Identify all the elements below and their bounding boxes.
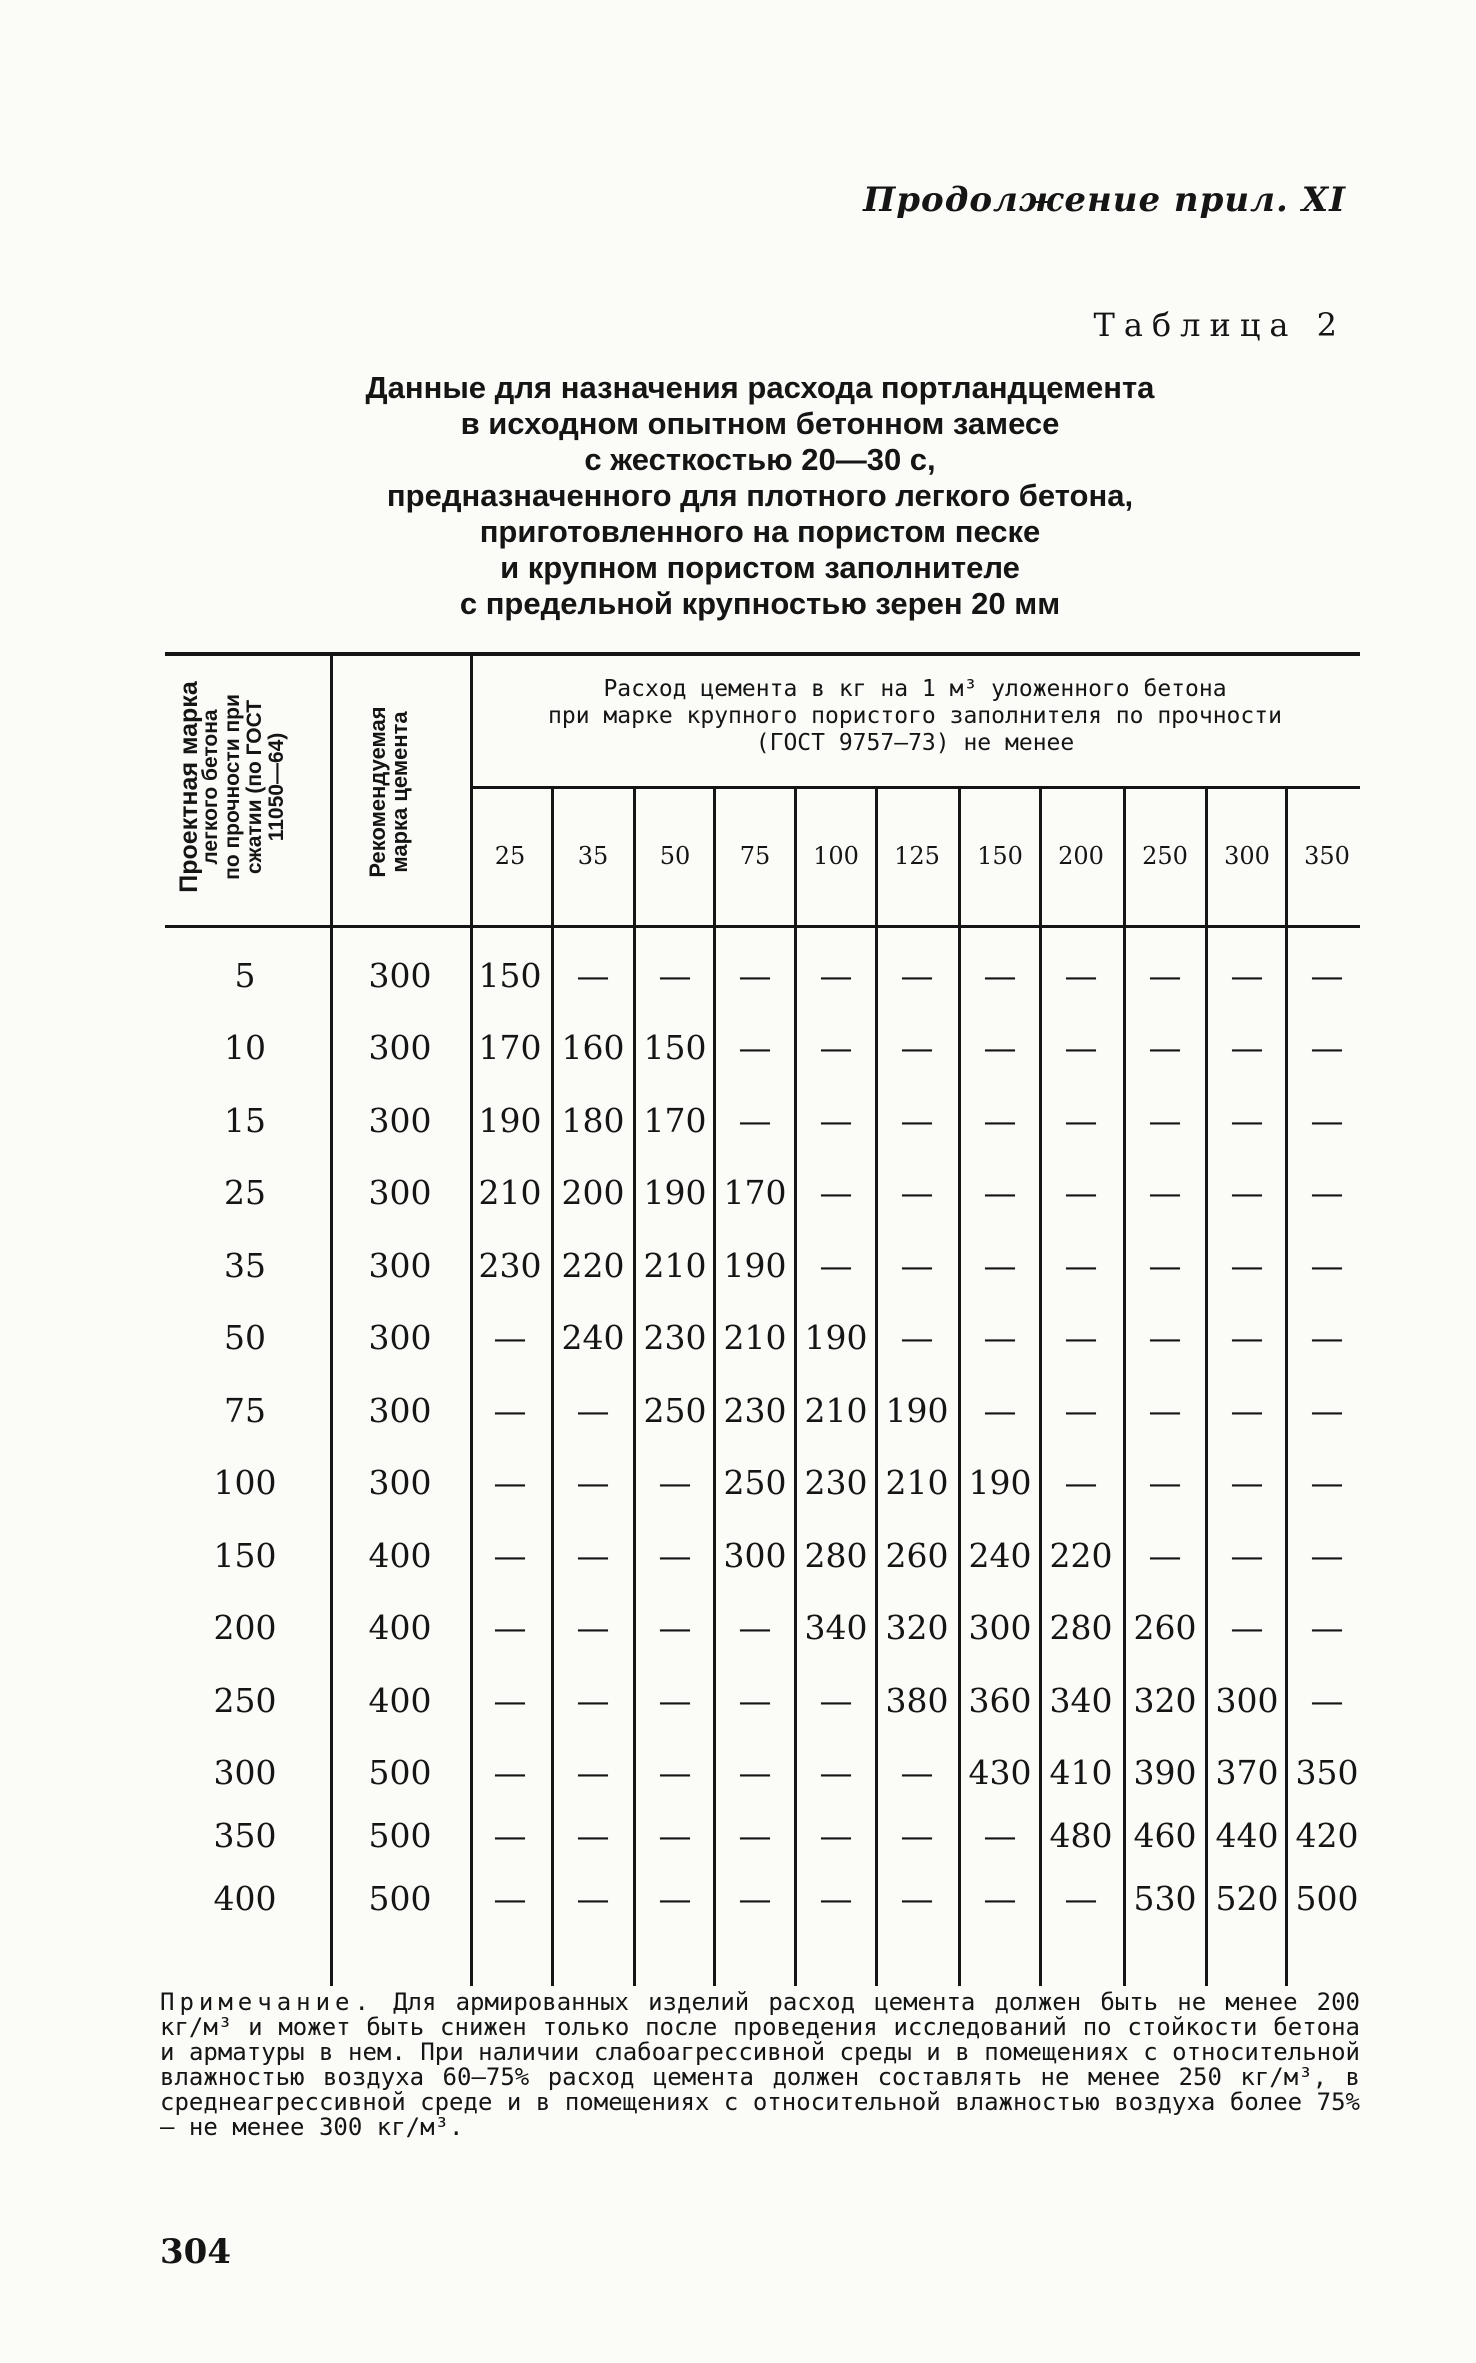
table-cell-empty: —	[493, 1816, 527, 1855]
table-cell-empty: —	[900, 956, 934, 995]
table-cell-empty: —	[983, 1101, 1017, 1140]
table-cell: 340	[1049, 1681, 1113, 1720]
row-cement-grade: 400	[368, 1681, 432, 1720]
table-cell-empty: —	[983, 1391, 1017, 1430]
table-cell: 260	[885, 1536, 949, 1575]
table-cell-empty: —	[738, 1879, 772, 1918]
caption-line: приготовленного на пористом песке	[479, 514, 1041, 549]
table-cell-empty: —	[658, 1753, 692, 1792]
table-cell-empty: —	[1310, 1246, 1344, 1285]
row-cement-grade: 500	[368, 1879, 432, 1918]
table-cell-empty: —	[819, 1028, 853, 1067]
row-cement-grade: 400	[368, 1608, 432, 1647]
table-cell: 250	[723, 1463, 787, 1502]
caption-line: в исходном опытном бетонном замесе	[460, 406, 1060, 441]
row-cement-grade: 400	[368, 1536, 432, 1575]
row-cement-grade: 300	[368, 956, 432, 995]
table-cell: 250	[643, 1391, 707, 1430]
table-cell: 190	[478, 1101, 542, 1140]
aggregate-grade-header: 350	[1304, 842, 1350, 870]
table-cell: 190	[643, 1173, 707, 1212]
row-concrete-grade: 250	[213, 1681, 277, 1720]
row-concrete-grade: 400	[213, 1879, 277, 1918]
table-cell-empty: —	[1310, 956, 1344, 995]
header-span-line: при марке крупного пористого заполнителя по прочности	[548, 703, 1282, 729]
header-span-line: Расход цемента в кг на 1 м³ уложенного бетона	[603, 676, 1227, 702]
caption-line: Данные для назначения расхода портландцемента	[365, 370, 1155, 405]
header-cement-grade-line: марка цемента	[387, 711, 412, 873]
table-cell-empty: —	[900, 1816, 934, 1855]
table-cell-empty: —	[1310, 1101, 1344, 1140]
table-cell-empty: —	[1230, 1028, 1264, 1067]
table-cell-empty: —	[1064, 1173, 1098, 1212]
table-cell-empty: —	[1310, 1463, 1344, 1502]
table-cell-empty: —	[983, 956, 1017, 995]
table-cell-empty: —	[1148, 1173, 1182, 1212]
table-caption	[270, 370, 1250, 622]
table-cell: 300	[968, 1608, 1032, 1647]
table-cell-empty: —	[819, 1816, 853, 1855]
row-concrete-grade: 150	[213, 1536, 277, 1575]
row-concrete-grade: 50	[224, 1318, 266, 1357]
table-cell-empty: —	[1148, 1318, 1182, 1357]
table-cell: 390	[1133, 1753, 1197, 1792]
table-cell: 240	[561, 1318, 625, 1357]
table-cell-empty: —	[819, 1101, 853, 1140]
table-cell-empty: —	[493, 1463, 527, 1502]
table-cell-empty: —	[493, 1753, 527, 1792]
aggregate-grade-header: 250	[1142, 842, 1188, 870]
table-note	[160, 1990, 1360, 2140]
caption-line: и крупном пористом заполнителе	[500, 550, 1020, 585]
table-cell-empty: —	[738, 1101, 772, 1140]
table-cell: 280	[804, 1536, 868, 1575]
table-cell: 260	[1133, 1608, 1197, 1647]
table-cell-empty: —	[1230, 1608, 1264, 1647]
table-cell: 300	[1215, 1681, 1279, 1720]
table-cell-empty: —	[493, 1318, 527, 1357]
table-cell: 340	[804, 1608, 868, 1647]
table-cell-empty: —	[493, 1681, 527, 1720]
table-cell: 240	[968, 1536, 1032, 1575]
table-cell-empty: —	[576, 1879, 610, 1918]
table-top-rule	[165, 652, 1360, 656]
table-cell-empty: —	[658, 1608, 692, 1647]
header-cement-grade-line: Рекомендуемая	[365, 706, 390, 878]
header-project-grade-line: Проектная марка	[175, 681, 203, 893]
table-cell-empty: —	[983, 1246, 1017, 1285]
table-cell: 170	[643, 1101, 707, 1140]
table-cell-empty: —	[1064, 956, 1098, 995]
table-cell-empty: —	[1310, 1318, 1344, 1357]
row-concrete-grade: 25	[224, 1173, 266, 1212]
table-cell: 280	[1049, 1608, 1113, 1647]
header-span-line: (ГОСТ 9757—73) не менее	[755, 730, 1075, 756]
header-project-grade-line: сжатии (по ГОСТ	[243, 699, 266, 875]
table-cell-empty: —	[1148, 956, 1182, 995]
table-cell-empty: —	[658, 1681, 692, 1720]
table-cell: 500	[1295, 1879, 1359, 1918]
note-text: Для армированных изделий расход цемента должен быть не менее 200 кг/м³ и может быть снижен только после проведения исследований по стойкости бетона и арматуры в нем. При наличии слабоагрессивной среды и в помещениях с относительной влажностью воздуха 60—75% расход цемента должен составлять не менее 250 кг/м³, в среднеагрессивной среде и в помещениях с относительной влажностью воздуха более 75% — не менее 300 кг/м³.	[160, 1988, 1361, 2141]
header-cement-grade	[367, 662, 417, 922]
table-cell-empty: —	[1310, 1028, 1344, 1067]
table-cell-empty: —	[1310, 1608, 1344, 1647]
running-head: Продолжение прил. XI	[863, 180, 1346, 220]
aggregate-grade-header: 25	[494, 842, 526, 870]
table-cell-empty: —	[983, 1816, 1017, 1855]
note-label: Примечание.	[160, 1988, 374, 2016]
table-cell: 430	[968, 1753, 1032, 1792]
row-cement-grade: 300	[368, 1246, 432, 1285]
table-cell: 190	[885, 1391, 949, 1430]
table-cell-empty: —	[1310, 1391, 1344, 1430]
row-cement-grade: 300	[368, 1173, 432, 1212]
table-cell-empty: —	[900, 1879, 934, 1918]
table-cell-empty: —	[738, 956, 772, 995]
table-cell-empty: —	[1148, 1101, 1182, 1140]
table-cell: 440	[1215, 1816, 1279, 1855]
table-cell-empty: —	[900, 1753, 934, 1792]
table-cell: 230	[478, 1246, 542, 1285]
row-concrete-grade: 5	[234, 956, 256, 995]
table-cell-empty: —	[658, 1536, 692, 1575]
table-cell-empty: —	[819, 1681, 853, 1720]
table-cell-empty: —	[1230, 1173, 1264, 1212]
row-cement-grade: 300	[368, 1391, 432, 1430]
aggregate-grade-header: 35	[577, 842, 609, 870]
table-cell: 210	[643, 1246, 707, 1285]
table-cell-empty: —	[1064, 1463, 1098, 1502]
table-cell-empty: —	[738, 1681, 772, 1720]
table-cell-empty: —	[493, 1391, 527, 1430]
header-project-grade-line: легкого бетона	[199, 709, 222, 865]
table-cell: 350	[1295, 1753, 1359, 1792]
table-cell-empty: —	[658, 1463, 692, 1502]
table-cell-empty: —	[819, 1879, 853, 1918]
header-bottom-rule	[165, 925, 1360, 928]
table-cell-empty: —	[983, 1879, 1017, 1918]
table-cell-empty: —	[1310, 1536, 1344, 1575]
table-cell: 460	[1133, 1816, 1197, 1855]
table-cell: 150	[478, 956, 542, 995]
table-cell: 190	[804, 1318, 868, 1357]
table-cell-empty: —	[1230, 1101, 1264, 1140]
table-cell: 370	[1215, 1753, 1279, 1792]
table-cell-empty: —	[1230, 1391, 1264, 1430]
table-cell: 210	[804, 1391, 868, 1430]
table-label: Таблица 2	[1093, 306, 1346, 344]
aggregate-grade-header: 75	[739, 842, 771, 870]
table-cell: 220	[1049, 1536, 1113, 1575]
table-cell-empty: —	[983, 1318, 1017, 1357]
table-cell-empty: —	[1148, 1246, 1182, 1285]
row-concrete-grade: 75	[224, 1391, 266, 1430]
table-cell-empty: —	[1148, 1536, 1182, 1575]
table-cell: 230	[723, 1391, 787, 1430]
row-concrete-grade: 35	[224, 1246, 266, 1285]
table-cell-empty: —	[1064, 1391, 1098, 1430]
table-cell: 220	[561, 1246, 625, 1285]
table-cell-empty: —	[819, 1753, 853, 1792]
table-cell-empty: —	[1148, 1391, 1182, 1430]
table-cell: 380	[885, 1681, 949, 1720]
header-project-grade	[175, 657, 298, 917]
table-cell: 190	[723, 1246, 787, 1285]
aggregate-grade-header: 100	[813, 842, 859, 870]
table-cell: 520	[1215, 1879, 1279, 1918]
table-cell: 320	[885, 1608, 949, 1647]
table-cell-empty: —	[1230, 1246, 1264, 1285]
table-cell-empty: —	[1230, 1536, 1264, 1575]
table-cell: 530	[1133, 1879, 1197, 1918]
table-cell-empty: —	[576, 1816, 610, 1855]
table-cell-empty: —	[1064, 1028, 1098, 1067]
table-cell-empty: —	[1064, 1246, 1098, 1285]
aggregate-grade-header: 150	[977, 842, 1023, 870]
table-cell-empty: —	[658, 1816, 692, 1855]
table-cell-empty: —	[576, 1536, 610, 1575]
table-cell-empty: —	[900, 1101, 934, 1140]
table-cell: 410	[1049, 1753, 1113, 1792]
table-cell: 170	[723, 1173, 787, 1212]
table-cell-empty: —	[900, 1173, 934, 1212]
table-cell-empty: —	[738, 1753, 772, 1792]
table-cell-empty: —	[900, 1028, 934, 1067]
table-cell: 170	[478, 1028, 542, 1067]
table-cell-empty: —	[983, 1173, 1017, 1212]
table-cell-empty: —	[1310, 1681, 1344, 1720]
aggregate-grade-header: 125	[894, 842, 940, 870]
table-cell: 210	[885, 1463, 949, 1502]
table-cell-empty: —	[1064, 1318, 1098, 1357]
column-divider	[330, 656, 333, 1986]
row-concrete-grade: 15	[224, 1101, 266, 1140]
table-cell-empty: —	[900, 1318, 934, 1357]
table-cell: 300	[723, 1536, 787, 1575]
aggregate-grade-header: 200	[1058, 842, 1104, 870]
table-cell: 150	[643, 1028, 707, 1067]
table-cell-empty: —	[738, 1608, 772, 1647]
table-cell-empty: —	[576, 1753, 610, 1792]
table-cell-empty: —	[576, 1463, 610, 1502]
table-cell-empty: —	[819, 1246, 853, 1285]
table-cell-empty: —	[576, 1608, 610, 1647]
table-cell-empty: —	[658, 1879, 692, 1918]
table-cell-empty: —	[576, 1391, 610, 1430]
table-cell-empty: —	[1310, 1173, 1344, 1212]
row-concrete-grade: 300	[213, 1753, 277, 1792]
table-cell-empty: —	[819, 956, 853, 995]
table-cell: 200	[561, 1173, 625, 1212]
table-cell-empty: —	[1230, 1318, 1264, 1357]
aggregate-grade-header: 300	[1224, 842, 1270, 870]
caption-line: с жесткостью 20—30 с,	[584, 442, 936, 477]
table-cell-empty: —	[738, 1028, 772, 1067]
row-cement-grade: 300	[368, 1101, 432, 1140]
row-concrete-grade: 100	[213, 1463, 277, 1502]
table-cell-empty: —	[493, 1608, 527, 1647]
table-cell-empty: —	[493, 1536, 527, 1575]
table-cell: 190	[968, 1463, 1032, 1502]
table-cell: 180	[561, 1101, 625, 1140]
table-cell-empty: —	[1064, 1101, 1098, 1140]
span-header-rule	[470, 786, 1360, 789]
header-project-grade-line: по прочности при	[221, 694, 244, 880]
row-cement-grade: 500	[368, 1753, 432, 1792]
table-cell-empty: —	[1230, 956, 1264, 995]
table-cell: 230	[804, 1463, 868, 1502]
table-cell: 210	[723, 1318, 787, 1357]
table-cell: 160	[561, 1028, 625, 1067]
header-project-grade-line: 11050—64)	[265, 732, 288, 842]
row-cement-grade: 300	[368, 1028, 432, 1067]
table-cell: 360	[968, 1681, 1032, 1720]
table-cell: 480	[1049, 1816, 1113, 1855]
table-cell-empty: —	[1148, 1463, 1182, 1502]
table-cell-empty: —	[576, 956, 610, 995]
aggregate-grade-header: 50	[659, 842, 691, 870]
table-cell: 230	[643, 1318, 707, 1357]
table-cell-empty: —	[658, 956, 692, 995]
table-cell: 210	[478, 1173, 542, 1212]
row-cement-grade: 300	[368, 1318, 432, 1357]
table-cell-empty: —	[1230, 1463, 1264, 1502]
table-cell: 320	[1133, 1681, 1197, 1720]
table-cell-empty: —	[493, 1879, 527, 1918]
row-concrete-grade: 200	[213, 1608, 277, 1647]
caption-line: с предельной крупностью зерен 20 мм	[459, 586, 1061, 621]
page-number: 304	[160, 2232, 231, 2272]
table-cell-empty: —	[900, 1246, 934, 1285]
table-cell-empty: —	[738, 1816, 772, 1855]
table-cell-empty: —	[576, 1681, 610, 1720]
caption-line: предназначенного для плотного легкого бетона,	[386, 478, 1134, 513]
row-concrete-grade: 350	[213, 1816, 277, 1855]
row-cement-grade: 500	[368, 1816, 432, 1855]
table-cell-empty: —	[1148, 1028, 1182, 1067]
table-cell-empty: —	[819, 1173, 853, 1212]
header-cement-consumption	[470, 676, 1360, 757]
table-cell-empty: —	[1064, 1879, 1098, 1918]
row-concrete-grade: 10	[224, 1028, 266, 1067]
table-cell: 420	[1295, 1816, 1359, 1855]
table-cell-empty: —	[983, 1028, 1017, 1067]
row-cement-grade: 300	[368, 1463, 432, 1502]
